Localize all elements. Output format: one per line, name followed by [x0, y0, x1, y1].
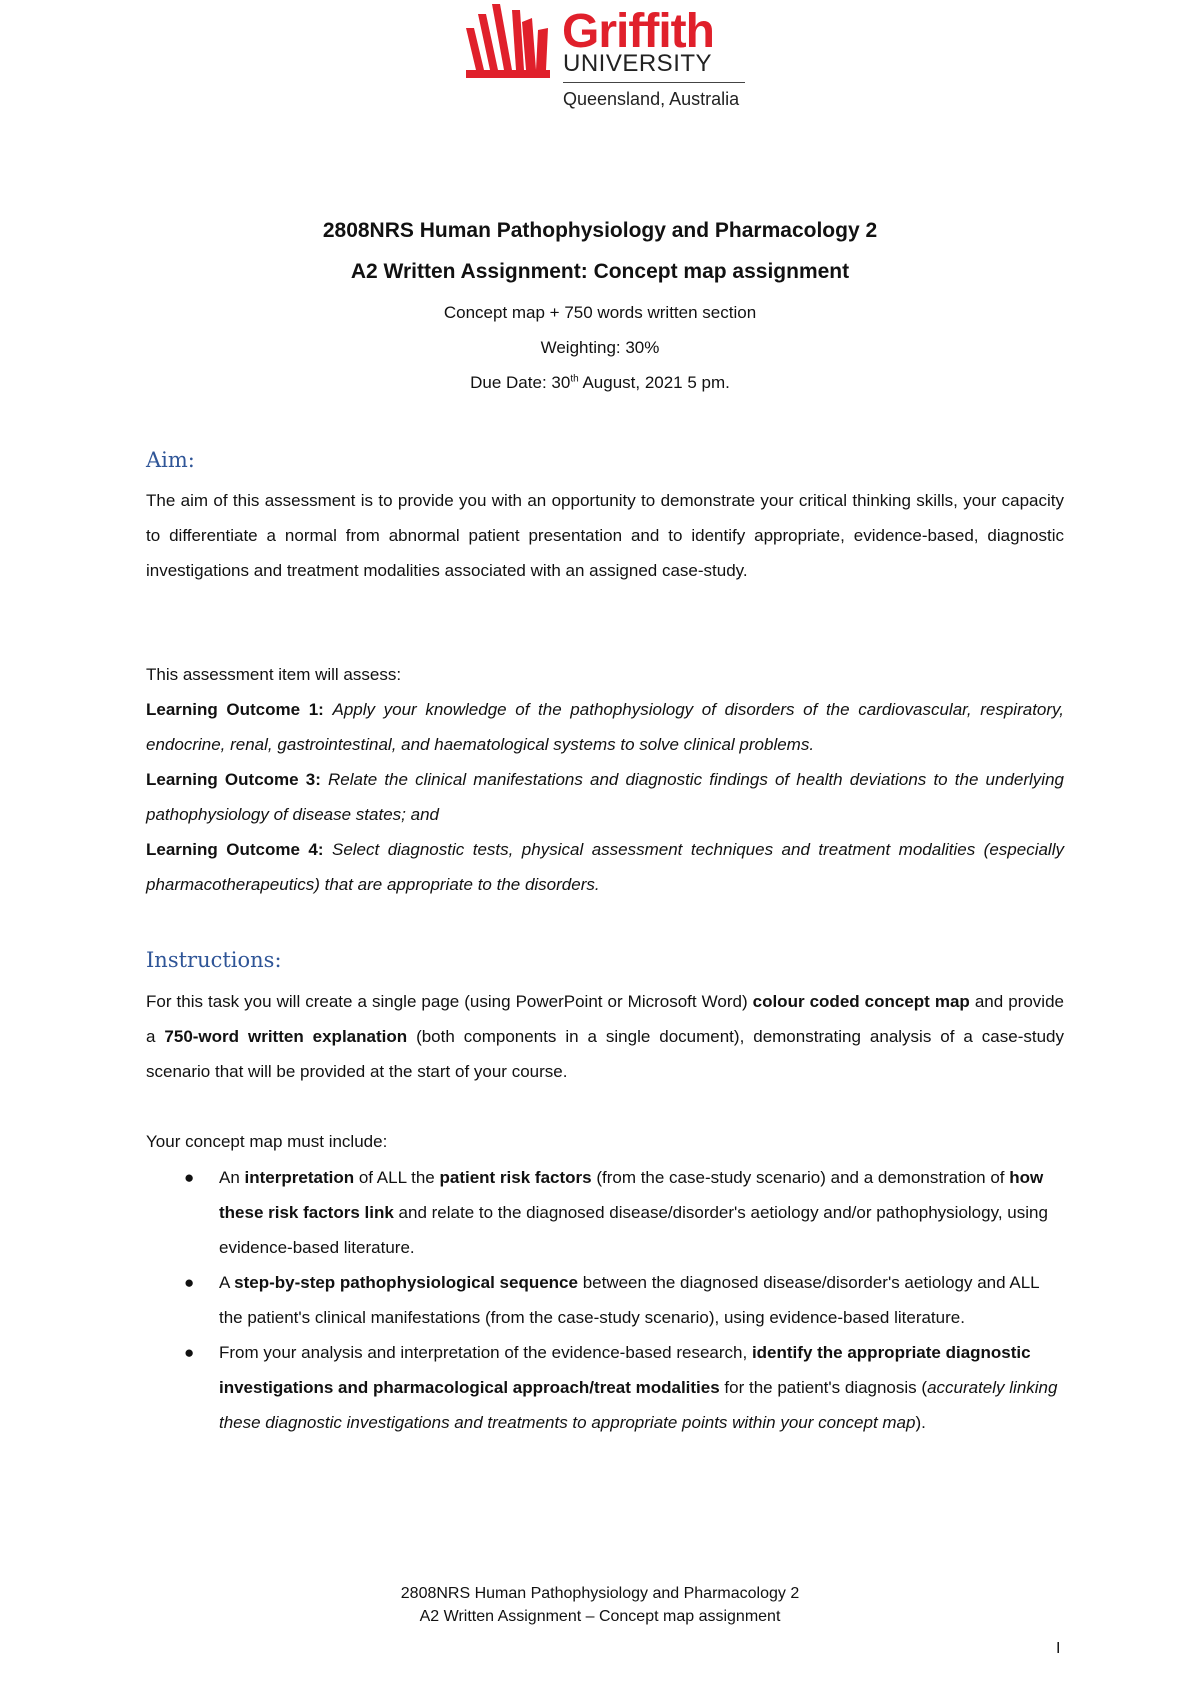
due-date-sup: th [570, 373, 579, 385]
aim-heading: Aim: [146, 448, 195, 472]
instructions-heading: Instructions: [146, 948, 282, 972]
text-run: for the patient's diagnosis ( [719, 1378, 928, 1397]
text-run: and relate to the diagnosed disease/disorder's aetiology and/or pathophysiology, using evidence-based literature. [219, 1203, 1048, 1257]
emphasis-run: step-by-step pathophysiological sequence [234, 1273, 578, 1292]
assignment-length: Concept map + 750 words written section [443, 303, 757, 322]
text-run: An [219, 1168, 245, 1187]
outcome-text: Apply your knowledge of the pathophysiology of disorders of the cardiovascular, respiratory, endocrine, renal, gastrointestinal, and haematological systems to solve clinical problems. [146, 700, 1064, 754]
list-item [146, 1265, 1064, 1335]
griffith-emblem-icon [462, 0, 557, 80]
emphasis-run: interpretation [244, 1168, 355, 1187]
outcome-text: Relate the clinical manifestations and diagnostic findings of health deviations to the underlying pathophysiology of disease states; and [146, 770, 1064, 824]
learning-outcome-1 [146, 692, 1064, 762]
footer-line-2: A2 Written Assignment – Concept map assignment [419, 1608, 781, 1625]
concept-map-intro: Your concept map must include: [146, 1132, 388, 1151]
outcome-label: Learning Outcome 1: [146, 700, 324, 719]
list-item [146, 1160, 1064, 1265]
emphasis-run: identify the appropriate diagnostic investigations and pharmacological approach/treat modalities [219, 1343, 1031, 1397]
due-date-prefix: Due Date: 30 [470, 373, 571, 392]
list-item [146, 1335, 1064, 1440]
bullet-dot-icon: ● [184, 1273, 195, 1292]
learning-outcomes [146, 692, 1064, 902]
logo-subtitle: UNIVERSITY [563, 50, 713, 77]
emphasis-run: patient risk factors [439, 1168, 592, 1187]
learning-outcome-4 [146, 832, 1064, 902]
bullet-dot-icon: ● [184, 1343, 195, 1362]
text-run: For this task you will create a single page (using PowerPoint or Microsoft Word) [146, 992, 753, 1011]
text-run: and provide a [146, 992, 1064, 1046]
text-run: of ALL the [354, 1168, 440, 1187]
outcome-text: Select diagnostic tests, physical assessment techniques and treatment modalities (especially pharmacotherapeutics) that are appropriate to the disorders. [146, 840, 1064, 894]
emphasis-run: colour coded concept map [752, 992, 970, 1011]
footer [0, 1582, 1200, 1628]
requirements-list [146, 1160, 1064, 1440]
due-date-suffix: August, 2021 5 pm. [578, 373, 730, 392]
logo-location: Queensland, Australia [563, 89, 740, 109]
footer-line-1: 2808NRS Human Pathophysiology and Pharmacology 2 [400, 1585, 800, 1602]
assess-intro: This assessment item will assess: [146, 665, 402, 684]
emphasis-run: 750-word written explanation [164, 1027, 408, 1046]
aim-body: The aim of this assessment is to provide you with an opportunity to demonstrate your critical thinking skills, your capacity to differentiate a normal from abnormal patient presentation and to identify appropriate, evidence-based, diagnostic investigations and treatment modalities associated with an assigned case-study. [146, 491, 1064, 580]
griffith-logo [462, 0, 762, 120]
text-run: between the diagnosed disease/disorder's aetiology and ALL the patient's clinical manifestations (from the case-study scenario), using evidence-based literature. [219, 1273, 1039, 1327]
text-run: (from the case-study scenario) and a demonstration of [591, 1168, 1010, 1187]
italic-run: accurately linking these diagnostic investigations and treatments to appropriate points within your concept map [219, 1378, 1058, 1432]
instructions-paragraph [146, 984, 1064, 1089]
assignment-title: A2 Written Assignment: Concept map assignment [350, 260, 850, 283]
page-number: I [1056, 1640, 1061, 1657]
emphasis-run: how these risk factors link [219, 1168, 1044, 1222]
outcome-label: Learning Outcome 3: [146, 770, 321, 789]
assignment-weighting: Weighting: 30% [540, 338, 660, 357]
text-run: (both components in a single document), demonstrating analysis of a case-study scenario that will be provided at the start of your course. [146, 1027, 1064, 1081]
logo-divider [563, 82, 745, 83]
due-date [0, 373, 1200, 393]
text-run: A [219, 1273, 235, 1292]
text-run: From your analysis and interpretation of the evidence-based research, [219, 1343, 752, 1362]
logo-wordmark: Griffith [562, 5, 714, 58]
course-title: 2808NRS Human Pathophysiology and Pharmacology 2 [322, 219, 878, 242]
learning-outcome-3 [146, 762, 1064, 832]
bullet-dot-icon: ● [184, 1168, 195, 1187]
outcome-label: Learning Outcome 4: [146, 840, 324, 859]
text-run: ). [915, 1413, 926, 1432]
